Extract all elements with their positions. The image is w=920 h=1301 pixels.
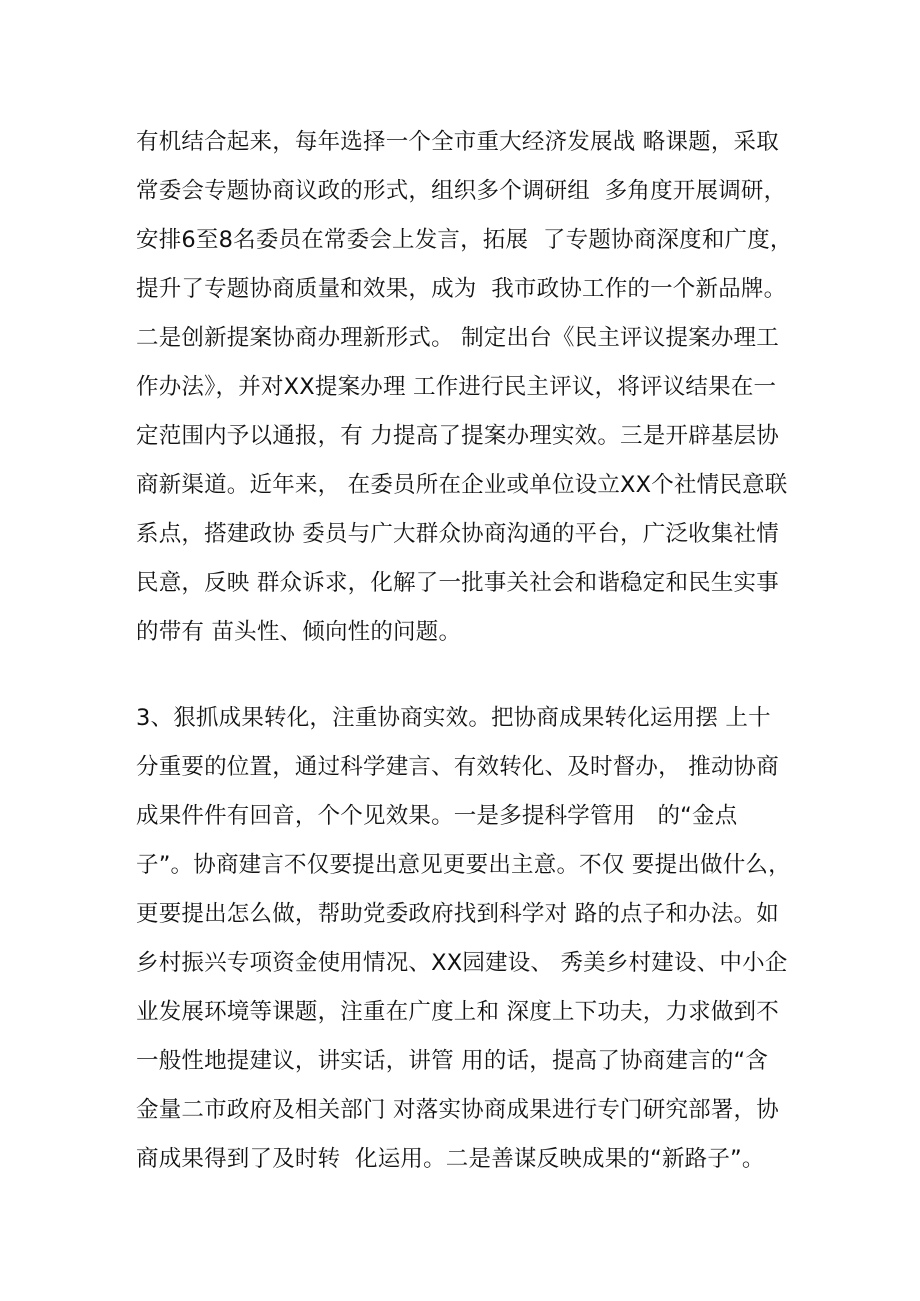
text-line: 有机结合起来，每年选择一个全市重大经济发展战 略课题，采取	[136, 129, 779, 155]
text-line: 乡村振兴专项资金使用情况、XX园建设、 秀美乡村建设、中小企	[136, 950, 788, 976]
text-line: 提升了专题协商质量和效果，成为 我市政协工作的一个新品牌。	[136, 276, 787, 302]
text-line: 一般性地提建议，讲实话，讲管 用的话，提高了协商建言的“含	[136, 1048, 769, 1074]
text-line: 金量二市政府及相关部门 对落实协商成果进行专门研究部署，协	[136, 1097, 779, 1123]
text-line: 民意，反映 群众诉求，化解了一批事关社会和谐稳定和民生实事	[136, 570, 779, 596]
text-line: 作办法》，并对XX提案办理 工作进行民主评议，将评议结果在一	[136, 374, 777, 400]
text-line: 的带有 苗头性、倾向性的问题。	[136, 619, 462, 645]
text-line: 系点，搭建政协 委员与广大群众协商沟通的平台，广泛收集社情	[136, 521, 779, 547]
text-line: 分重要的位置，通过科学建言、有效转化、及时督办， 推动协商	[136, 754, 779, 780]
text-line: 更要提出怎么做，帮助党委政府找到科学对 路的点子和办法。如	[136, 901, 779, 927]
text-line: 商新渠道。近年来， 在委员所在企业或单位设立XX个社情民意联	[136, 472, 788, 498]
text-line: 成果件件有回音，个个见效果。一是多提科学管用 的“金点	[136, 803, 738, 829]
section-heading-line: 3、狠抓成果转化，注重协商实效。把协商成果转化运用摆 上十	[136, 705, 771, 731]
text-line: 子”。协商建言不仅要提出意见更要出主意。不仅 要提出做什么，	[136, 852, 791, 878]
text-line: 定范围内予以通报，有 力提高了提案办理实效。三是开辟基层协	[136, 423, 779, 449]
paragraph-1	[136, 118, 826, 657]
text-line: 二是创新提案协商办理新形式。 制定出台《民主评议提案办理工	[136, 325, 779, 351]
text-line: 商成果得到了及时转 化运用。二是善谋反映成果的“新路子”。	[136, 1146, 765, 1172]
paragraph-2	[136, 694, 826, 1184]
text-line: 安排6至8名委员在常委会上发言，拓展 了专题协商深度和广度，	[136, 227, 793, 253]
text-line: 常委会专题协商议政的形式，组织多个调研组 多角度开展调研，	[136, 178, 787, 204]
text-line: 业发展环境等课题，注重在广度上和 深度上下功夫，力求做到不	[136, 999, 779, 1025]
